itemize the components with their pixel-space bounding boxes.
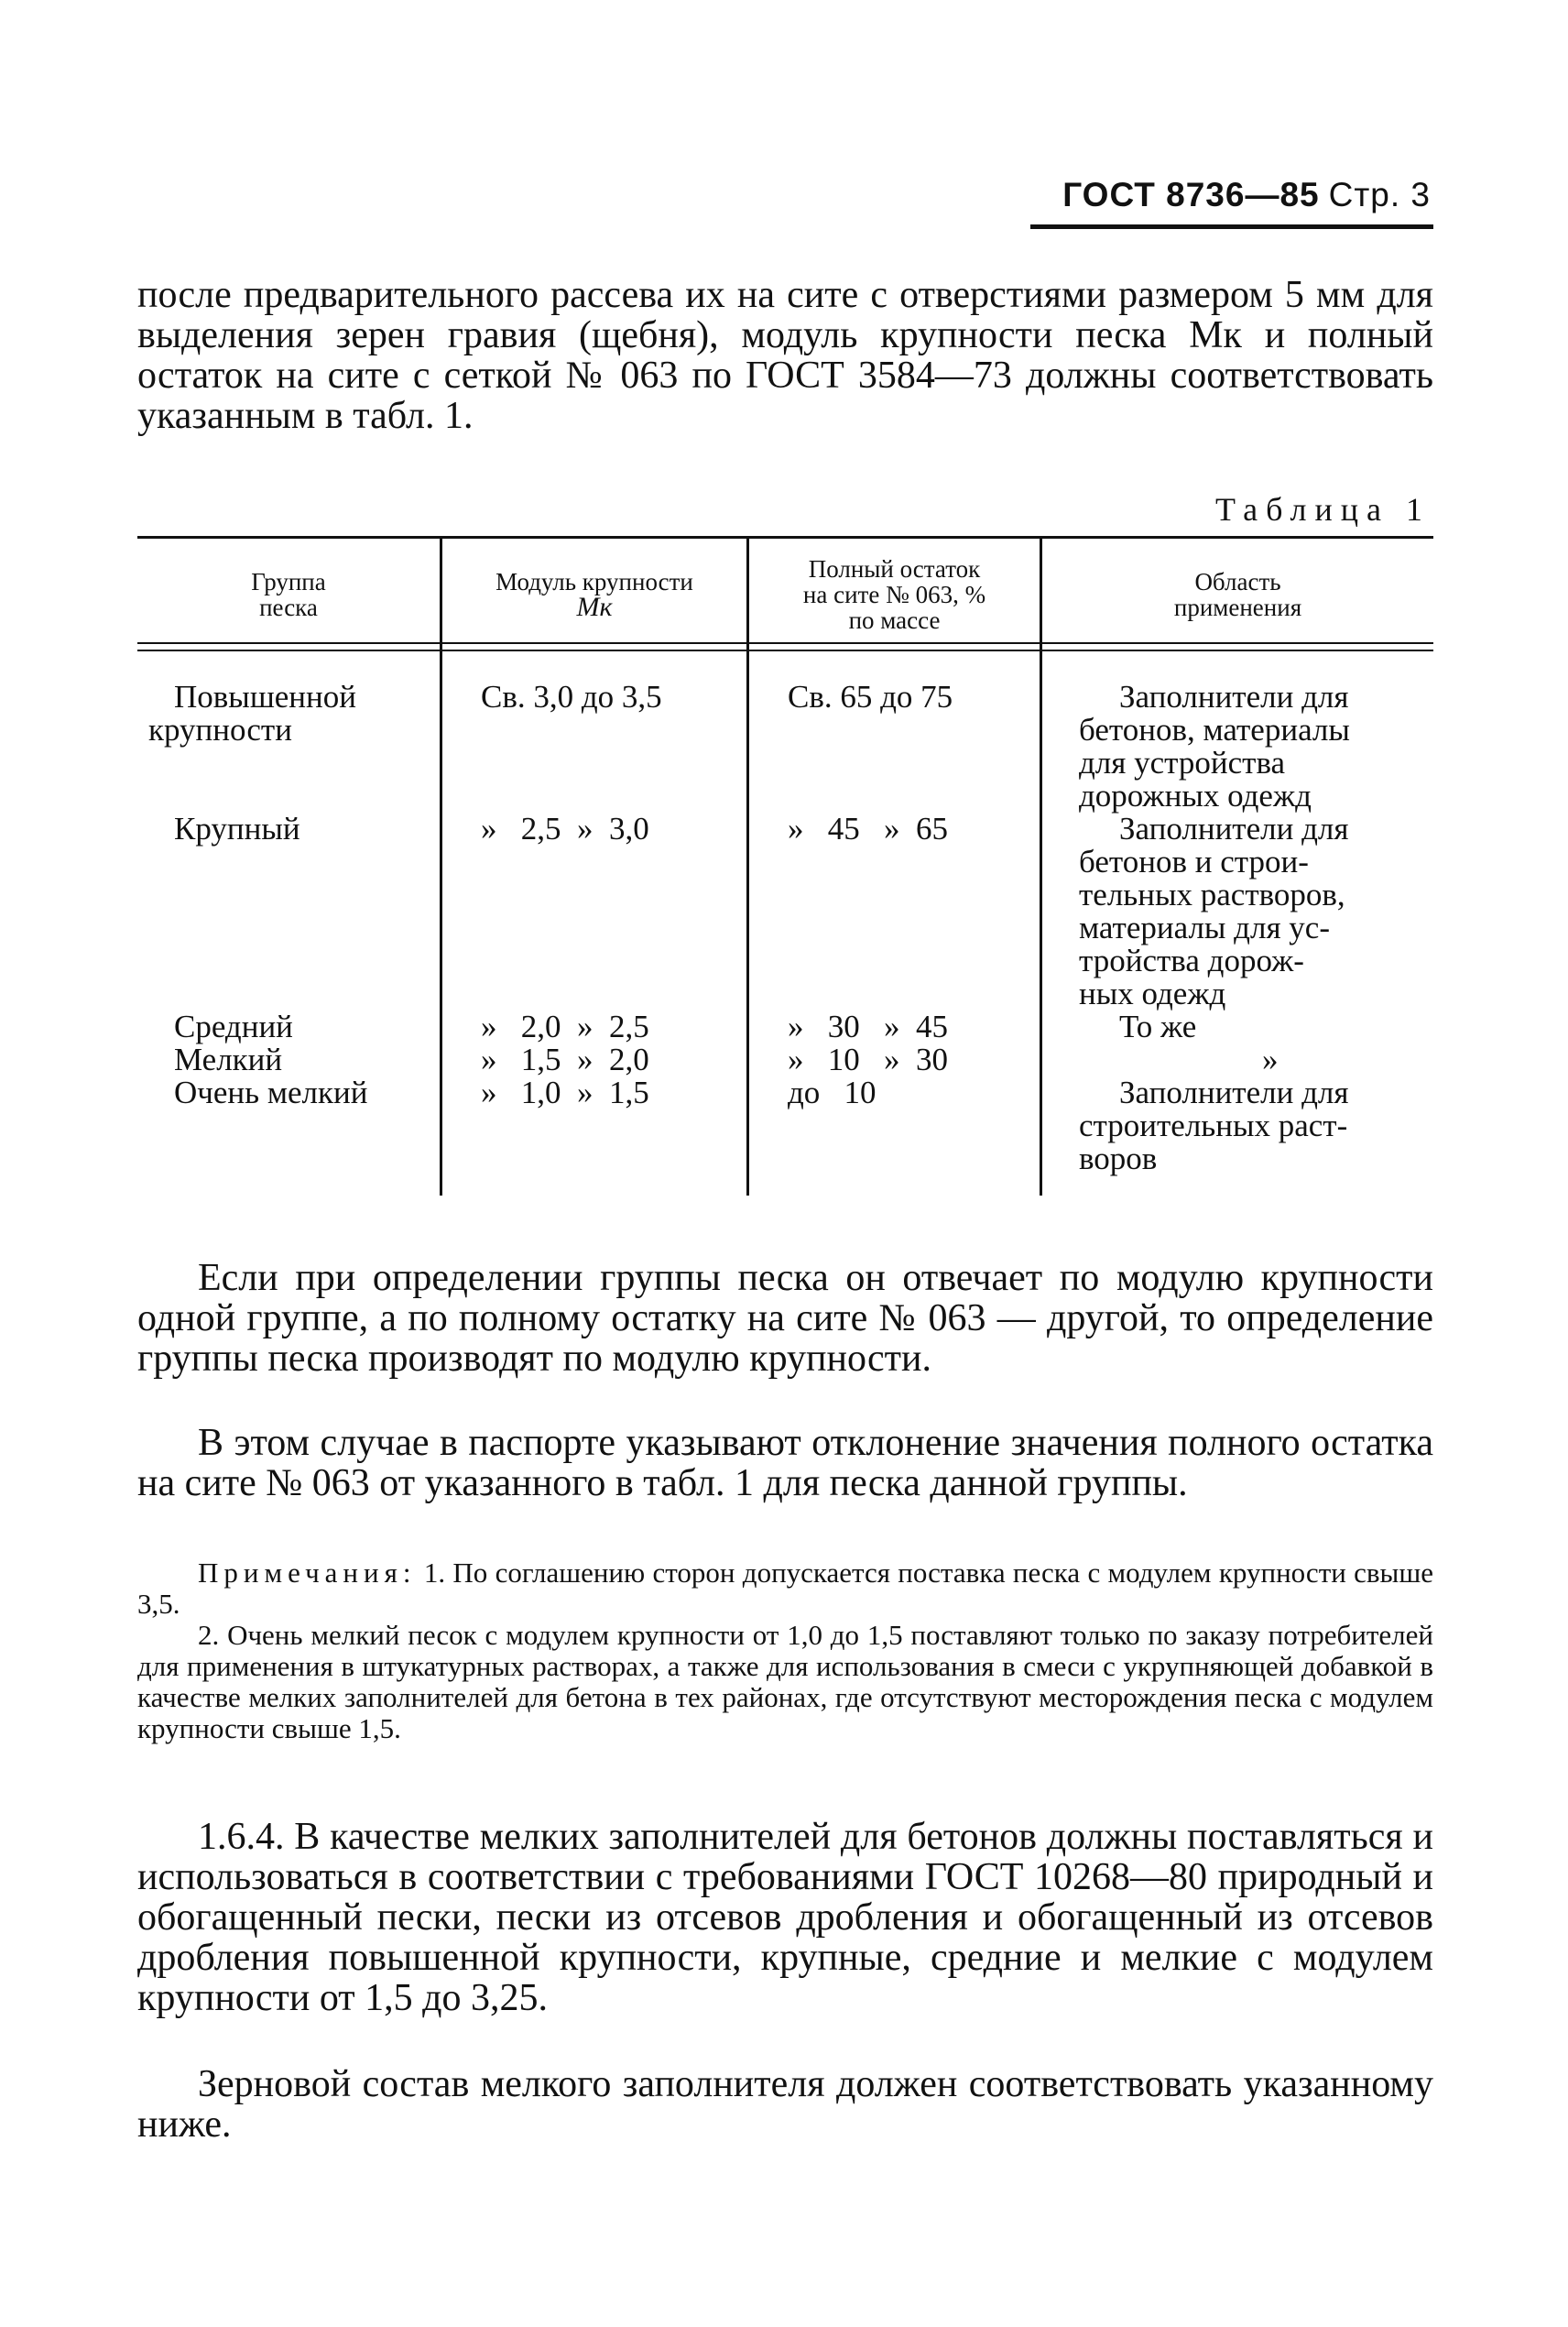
cell-residue: до 10: [788, 1075, 877, 1110]
header-area-line: применения: [1173, 594, 1302, 621]
cell-residue: » 30 » 45: [788, 1009, 948, 1044]
cell-modulus: » 2,0 » 2,5: [481, 1009, 649, 1044]
paragraph-group-definition: Если при определении группы песка он отвечает по модулю крупности одной группе, а по полному остатку на сите № 063 — другой, то определение группы песка производят по модулю крупности.: [137, 1257, 1433, 1380]
note-1-text: 1. По соглашению сторон допускается поставка песка с модулем крупности свыше 3,5.: [137, 1557, 1433, 1620]
note-1: [137, 1557, 1433, 1620]
area-line: тельных растворов,: [1079, 877, 1345, 912]
cell-group: Очень мелкий: [174, 1075, 368, 1110]
cell-group: Мелкий: [174, 1042, 283, 1077]
table-header-rule-double: [137, 650, 1433, 651]
area-line: бетонов, материалы: [1079, 712, 1350, 748]
header-modulus-line: Модуль крупности: [495, 568, 693, 595]
area-line: тройства дорож-: [1079, 943, 1304, 978]
header-residue-line: на сите № 063, %: [802, 581, 986, 608]
sand-group-table: [137, 536, 1433, 1196]
header-residue-line: по массе: [848, 606, 941, 634]
area-line: дорожных одежд: [1079, 778, 1312, 814]
intro-paragraph: после предварительного рассева их на сите с отверстиями размером 5 мм для выделения зерен гравия (щебня), модуль крупности песка Мк и полный остаток на сите с сеткой № 063 по ГОСТ 3584—73 должны соответствовать указанным в табл. 1.: [137, 274, 1433, 437]
area-line: Заполнители для: [1119, 1075, 1349, 1110]
header-group-line: Группа: [251, 568, 326, 595]
area-line: для устройства: [1079, 745, 1286, 781]
cell-modulus: » 1,5 » 2,0: [481, 1042, 649, 1077]
cell-group: [148, 679, 449, 748]
area-line: строительных раст-: [1079, 1108, 1348, 1143]
area-line: бетонов и строи-: [1079, 844, 1309, 879]
note-2: 2. Очень мелкий песок с модулем крупности от 1,0 до 1,5 поставляют только по заказу потребителей для применения в штукатурных растворах, а также для использования в смеси с укрупняющей добавкой в качестве мелких заполнителей для бетона в тех районах, где отсутствуют месторождения песка с модулем крупности свыше 1,5.: [137, 1619, 1433, 1744]
paragraph-1-6-4: 1.6.4. В качестве мелких заполнителей для бетонов должны поставляться и использоваться в соответствии с требованиями ГОСТ 10268—80 природный и обогащенный пески, пески из отсевов дробления и обогащенный из отсевов дробления повышенной крупности, крупные, средние и мелкие с модулем крупности от 1,5 до 3,25.: [137, 1816, 1433, 2019]
group-line: крупности: [148, 712, 292, 748]
header-group-line: песка: [259, 594, 318, 621]
paragraph-grain-composition: Зерновой состав мелкого заполнителя должен соответствовать указанному ниже.: [137, 2063, 1433, 2146]
area-line: воров: [1079, 1141, 1158, 1176]
cell-group: Средний: [174, 1009, 293, 1044]
page-header: [1062, 176, 1431, 214]
header-residue-line: Полный остаток: [808, 555, 981, 583]
notes-label: Примечания:: [198, 1557, 417, 1589]
header-group: [137, 552, 440, 637]
page-number: Стр. 3: [1328, 176, 1431, 213]
cell-area: [1079, 681, 1433, 813]
area-line: Заполнители для: [1119, 811, 1349, 847]
area-line: Заполнители для: [1119, 679, 1349, 715]
cell-residue: » 45 » 65: [788, 811, 948, 847]
paragraph-passport: В этом случае в паспорте указывают отклонение значения полного остатка на сите № 063 от указанного в табл. 1 для песка данной группы.: [137, 1422, 1433, 1504]
header-divider: [1030, 224, 1433, 229]
group-line: Повышенной: [174, 679, 356, 715]
cell-area: [1079, 1043, 1433, 1076]
cell-modulus: Св. 3,0 до 3,5: [481, 679, 662, 715]
cell-residue: » 10 » 30: [788, 1042, 948, 1077]
header-modulus: [442, 552, 746, 637]
cell-area: [1079, 1011, 1433, 1043]
cell-modulus: » 2,5 » 3,0: [481, 811, 649, 847]
cell-residue: Св. 65 до 75: [788, 679, 953, 715]
area-line: материалы для ус-: [1079, 910, 1330, 945]
header-area: [1042, 552, 1433, 637]
table-header-rule: [137, 642, 1433, 644]
header-area-line: Область: [1194, 568, 1281, 595]
area-line: ных одежд: [1079, 976, 1226, 1011]
area-line: »: [1262, 1042, 1279, 1077]
cell-area: [1079, 813, 1433, 1011]
area-line: То же: [1119, 1009, 1197, 1044]
cell-area: [1079, 1076, 1433, 1175]
notes-block: [137, 1557, 1433, 1744]
table-top-rule: [137, 536, 1433, 539]
table-caption: Таблица 1: [1215, 491, 1431, 528]
cell-group: Крупный: [174, 811, 300, 847]
cell-modulus: » 1,0 » 1,5: [481, 1075, 649, 1110]
header-residue: [749, 552, 1040, 637]
header-modulus-symbol: Мк: [576, 592, 613, 622]
document-number: ГОСТ 8736—85: [1062, 176, 1320, 213]
